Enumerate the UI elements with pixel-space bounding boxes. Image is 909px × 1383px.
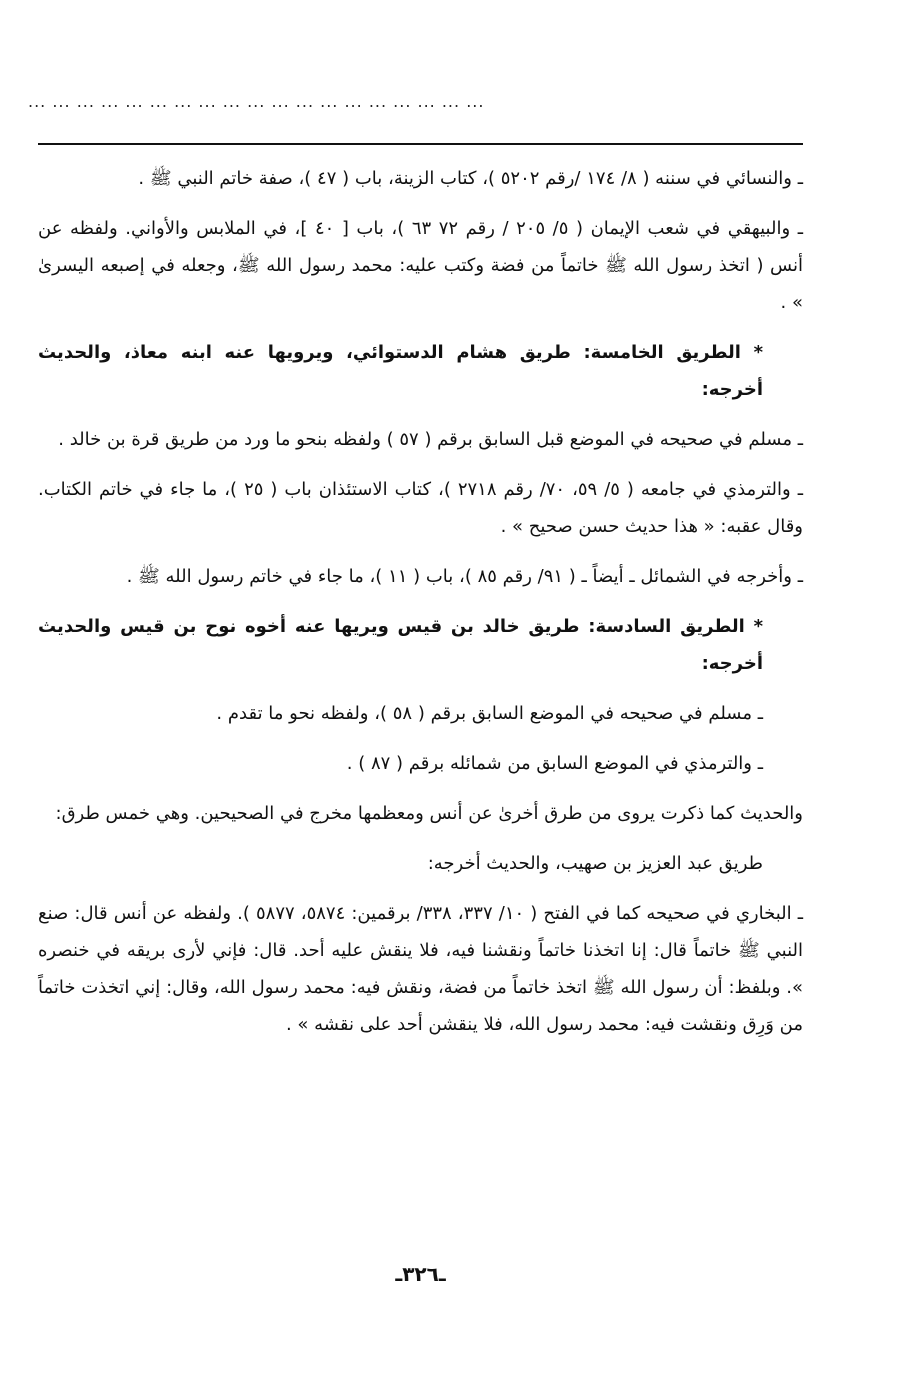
paragraph-fifth-route: * الطريق الخامسة: طريق هشام الدستوائي، ويرويها عنه ابنه معاذ، والحديث أخرجه: xyxy=(38,342,763,400)
footnote-body xyxy=(38,160,803,1043)
paragraph-tirmidhi-87: ـ والترمذي في الموضع السابق من شمائله برقم ( ٨٧ ) . xyxy=(346,753,763,774)
paragraph-bayhaqi: ـ والبيهقي في شعب الإيمان ( ٥/ ٢٠٥ / رقم ٧٢ ٦٣ )، باب [ ٤٠ ]، في الملابس والأواني. ولفظه عن أنس ( اتخذ رسول الله ﷺ خاتماً من فضة وكتب عليه: محمد رسول الله ﷺ، وجعله في إصبعه اليسرىٰ » . xyxy=(38,218,803,313)
paragraph-tirmidhi-jami: ـ والترمذي في جامعه ( ٥/ ٥٩، ٧٠/ رقم ٢٧١٨ )، كتاب الاستئذان باب ( ٢٥ )، ما جاء في خاتم الكتاب. وقال عقبه: « هذا حديث حسن صحيح » . xyxy=(38,479,803,537)
paragraph-bukhari: ـ البخاري في صحيحه كما في الفتح ( ١٠/ ٣٣٧، ٣٣٨/ برقمين: ٥٨٧٤، ٥٨٧٧ ). ولفظه عن أنس قال: صنع النبي ﷺ خاتماً قال: إنا اتخذنا خاتماً ونقشنا فيه، فلا ينقش عليه أحد. قال: فإني لأرى بريقه في خنصره ». وبلفظ: أن رسول الله ﷺ اتخذ خاتماً من فضة، ونقش فيه: محمد رسول الله، وقال: إني اتخذت خاتماً من وَرِق ونقشت فيه: محمد رسول الله، فلا ينقشن أحد على نقشه » . xyxy=(38,903,804,1035)
paragraph-nasai: ـ والنسائي في سننه ( ٨/ ١٧٤ /رقم ٥٢٠٢ )، كتاب الزينة، باب ( ٤٧ )، صفة خاتم النبي ﷺ . xyxy=(138,168,803,189)
paragraph-abdulaziz-route: طريق عبد العزيز بن صهيب، والحديث أخرجه: xyxy=(427,853,763,874)
page-number: ـ٣٢٦ـ xyxy=(395,1262,446,1286)
footnote-divider xyxy=(38,143,803,145)
paragraph-other-routes: والحديث كما ذكرت يروى من طرق أخرىٰ عن أنس ومعظمها مخرج في الصحيحين. وهي خمس طرق: xyxy=(55,803,803,824)
separator-dots: ... ... ... ... ... ... ... ... ... ... ... ... ... ... ... ... ... ... ... xyxy=(28,92,485,111)
paragraph-sixth-route: * الطريق السادسة: طريق خالد بن قيس ويريها عنه أخوه نوح بن قيس والحديث أخرجه: xyxy=(38,616,763,674)
paragraph-muslim-58: ـ مسلم في صحيحه في الموضع السابق برقم ( ٥٨ )، ولفظه نحو ما تقدم . xyxy=(216,703,763,724)
paragraph-muslim-57: ـ مسلم في صحيحه في الموضع قبل السابق برقم ( ٥٧ ) ولفظه بنحو ما ورد من طريق قرة بن خالد . xyxy=(58,429,803,450)
paragraph-shamail-85: ـ وأخرجه في الشمائل ـ أيضاً ـ ( ٩١/ رقم ٨٥ )، باب ( ١١ )، ما جاء في خاتم رسول الله ﷺ . xyxy=(126,566,803,587)
